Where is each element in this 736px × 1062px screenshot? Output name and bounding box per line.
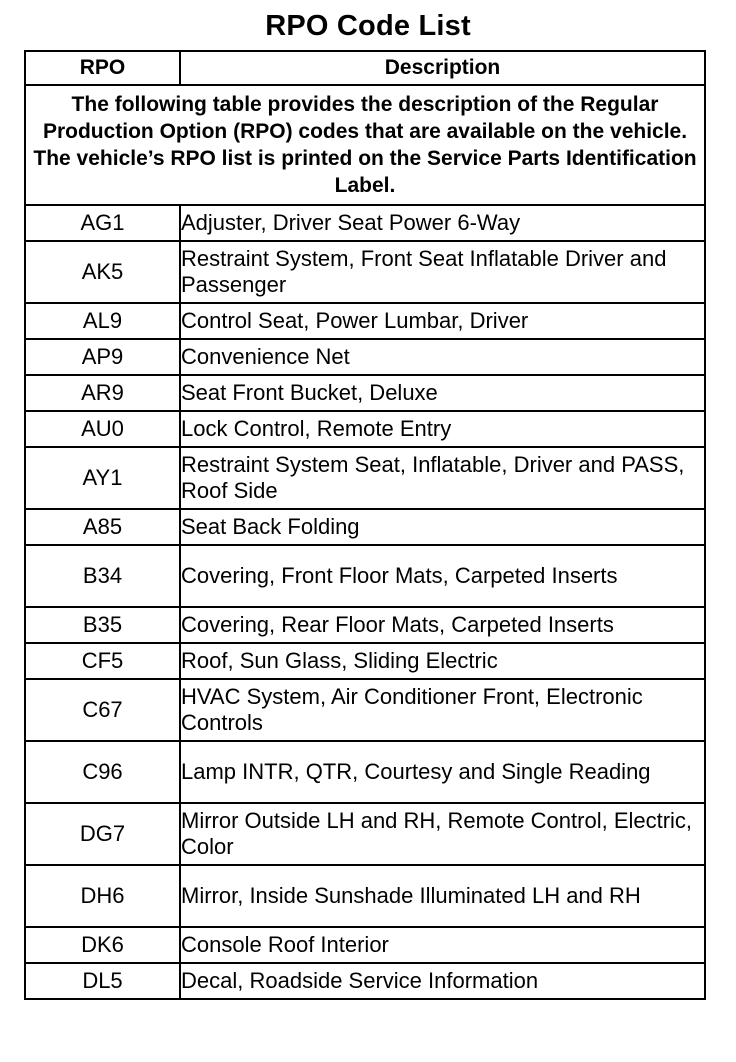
- table-row: [25, 411, 705, 447]
- intro-row: [25, 85, 705, 205]
- table-row: [25, 303, 705, 339]
- description-cell: Seat Front Bucket, Deluxe: [180, 375, 705, 411]
- rpo-code-cell: AL9: [25, 303, 180, 339]
- column-header-rpo: RPO: [25, 51, 180, 85]
- rpo-code-table: [24, 50, 706, 1000]
- table-row: [25, 241, 705, 303]
- rpo-code-cell: C67: [25, 679, 180, 741]
- description-cell: Decal, Roadside Service Information: [180, 963, 705, 999]
- rpo-code-cell: C96: [25, 741, 180, 803]
- rpo-code-cell: AU0: [25, 411, 180, 447]
- rpo-code-cell: DL5: [25, 963, 180, 999]
- description-cell: HVAC System, Air Conditioner Front, Electronic Controls: [180, 679, 705, 741]
- table-row: [25, 963, 705, 999]
- table-row: [25, 339, 705, 375]
- intro-text: The following table provides the description of the Regular Production Option (RPO) codes that are available on the vehicle. The vehicle’s RPO list is printed on the Service Parts Identification Label.: [25, 85, 705, 205]
- description-cell: Mirror, Inside Sunshade Illuminated LH and RH: [180, 865, 705, 927]
- table-row: [25, 803, 705, 865]
- rpo-code-cell: B35: [25, 607, 180, 643]
- rpo-code-cell: A85: [25, 509, 180, 545]
- rpo-code-cell: AK5: [25, 241, 180, 303]
- table-row: [25, 545, 705, 607]
- table-row: [25, 447, 705, 509]
- rpo-code-cell: B34: [25, 545, 180, 607]
- description-cell: Restraint System Seat, Inflatable, Driver and PASS, Roof Side: [180, 447, 705, 509]
- description-cell: Seat Back Folding: [180, 509, 705, 545]
- description-cell: Convenience Net: [180, 339, 705, 375]
- rpo-code-cell: CF5: [25, 643, 180, 679]
- column-header-description: Description: [180, 51, 705, 85]
- rpo-code-cell: AP9: [25, 339, 180, 375]
- description-cell: Covering, Rear Floor Mats, Carpeted Inserts: [180, 607, 705, 643]
- rpo-code-cell: DK6: [25, 927, 180, 963]
- description-cell: Restraint System, Front Seat Inflatable Driver and Passenger: [180, 241, 705, 303]
- description-cell: Roof, Sun Glass, Sliding Electric: [180, 643, 705, 679]
- description-cell: Covering, Front Floor Mats, Carpeted Inserts: [180, 545, 705, 607]
- description-cell: Control Seat, Power Lumbar, Driver: [180, 303, 705, 339]
- table-row: [25, 607, 705, 643]
- rpo-code-cell: AR9: [25, 375, 180, 411]
- description-cell: Console Roof Interior: [180, 927, 705, 963]
- page-title: RPO Code List: [265, 10, 471, 42]
- description-cell: Lamp INTR, QTR, Courtesy and Single Reading: [180, 741, 705, 803]
- rpo-code-cell: AG1: [25, 205, 180, 241]
- table-row: [25, 643, 705, 679]
- table-header-row: [25, 51, 705, 85]
- description-cell: Lock Control, Remote Entry: [180, 411, 705, 447]
- table-row: [25, 679, 705, 741]
- table-row: [25, 927, 705, 963]
- table-row: [25, 375, 705, 411]
- table-row: [25, 509, 705, 545]
- table-row: [25, 205, 705, 241]
- description-cell: Adjuster, Driver Seat Power 6-Way: [180, 205, 705, 241]
- description-cell: Mirror Outside LH and RH, Remote Control, Electric, Color: [180, 803, 705, 865]
- rpo-code-cell: DG7: [25, 803, 180, 865]
- table-row: [25, 741, 705, 803]
- rpo-code-cell: AY1: [25, 447, 180, 509]
- rpo-code-cell: DH6: [25, 865, 180, 927]
- table-body: [25, 85, 705, 999]
- table-row: [25, 865, 705, 927]
